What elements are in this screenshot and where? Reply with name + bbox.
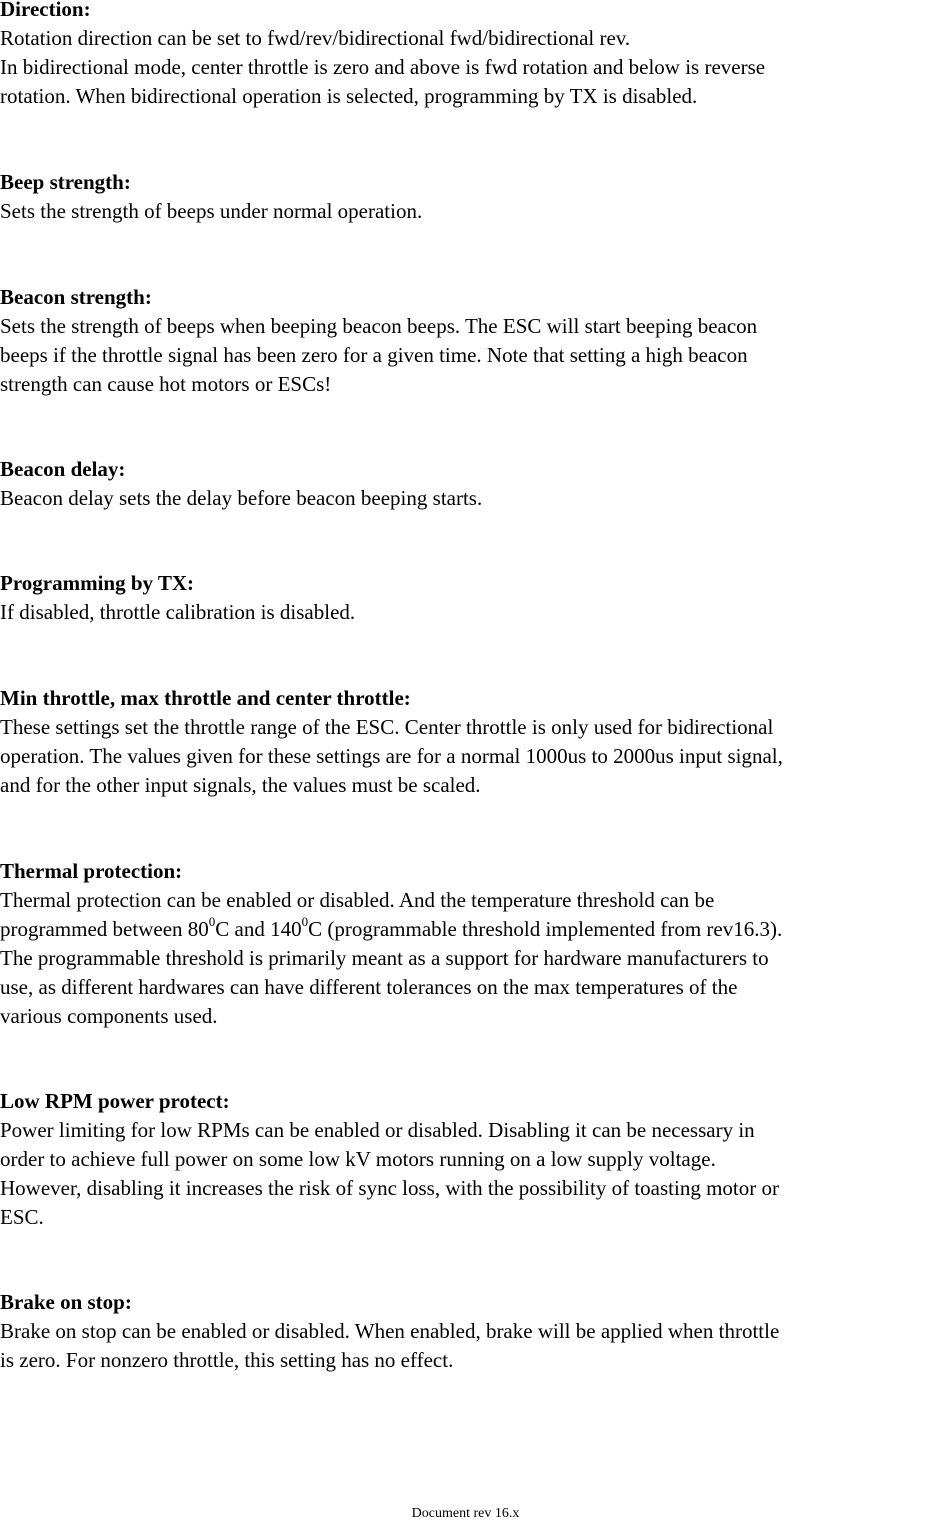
section-heading: Beacon strength: [0,285,152,309]
section-beep-strength [0,168,931,226]
body-line: various components used. [0,1004,218,1028]
body-line: The programmable threshold is primarily meant as a support for hardware manufacturers to [0,946,769,970]
body-line: In bidirectional mode, center throttle is zero and above is fwd rotation and below is reverse [0,55,766,79]
body-line: use, as different hardwares can have different tolerances on the max temperatures of the [0,975,738,999]
body-line: beeps if the throttle signal has been zero for a given time. Note that setting a high beacon [0,343,748,367]
section-heading: Beacon delay: [0,457,126,481]
section-heading: Direction: [0,0,91,21]
body-line: Power limiting for low RPMs can be enabled or disabled. Disabling it can be necessary in [0,1118,755,1142]
section-body [0,1317,931,1375]
section-body [0,598,931,627]
body-line-with-superscripts [0,915,931,944]
section-beacon-strength [0,283,931,399]
text-run: C and 140 [215,917,302,941]
body-line: rotation. When bidirectional operation is selected, programming by TX is disabled. [0,84,698,108]
section-heading: Beep strength: [0,170,131,194]
section-body [0,24,931,111]
section-heading: Programming by TX: [0,571,195,595]
section-brake-on-stop [0,1288,931,1375]
section-heading: Min throttle, max throttle and center throttle: [0,686,411,710]
body-line: Sets the strength of beeps when beeping beacon beeps. The ESC will start beeping beacon [0,314,758,338]
section-body [0,197,931,226]
body-line: ESC. [0,1205,44,1229]
section-body [0,484,931,513]
body-line: operation. The values given for these settings are for a normal 1000us to 2000us input signal, [0,744,783,768]
section-heading: Low RPM power protect: [0,1089,230,1113]
text-run: C (programmable threshold implemented from rev16.3). [308,917,783,941]
body-line: Rotation direction can be set to fwd/rev/bidirectional fwd/bidirectional rev. [0,26,631,50]
section-direction [0,0,931,111]
section-throttle-range [0,684,931,800]
body-line: order to achieve full power on some low kV motors running on a low supply voltage. [0,1147,716,1171]
section-body [0,312,931,399]
body-line: These settings set the throttle range of the ESC. Center throttle is only used for bidirectional [0,715,774,739]
section-thermal-protection [0,857,931,1031]
superscript: 0 [301,914,309,929]
body-line: Thermal protection can be enabled or disabled. And the temperature threshold can be [0,888,715,912]
section-heading: Brake on stop: [0,1290,132,1314]
section-low-rpm-power-protect [0,1087,931,1232]
superscript: 0 [208,914,216,929]
section-body [0,1116,931,1232]
body-line: Beacon delay sets the delay before beacon beeping starts. [0,486,483,510]
section-body [0,886,931,1031]
body-line: strength can cause hot motors or ESCs! [0,372,332,396]
body-line: Sets the strength of beeps under normal operation. [0,199,423,223]
body-line: Brake on stop can be enabled or disabled. When enabled, brake will be applied when throttle [0,1319,780,1343]
body-line: is zero. For nonzero throttle, this setting has no effect. [0,1348,454,1372]
section-body [0,713,931,800]
section-beacon-delay [0,455,931,513]
section-programming-by-tx [0,569,931,627]
body-line: and for the other input signals, the values must be scaled. [0,773,481,797]
text-run: programmed between 80 [0,917,209,941]
body-line: If disabled, throttle calibration is disabled. [0,600,356,624]
section-heading: Thermal protection: [0,859,183,883]
body-line: However, disabling it increases the risk of sync loss, with the possibility of toasting motor or [0,1176,779,1200]
page-footer: Document rev 16.x [411,1506,520,1521]
